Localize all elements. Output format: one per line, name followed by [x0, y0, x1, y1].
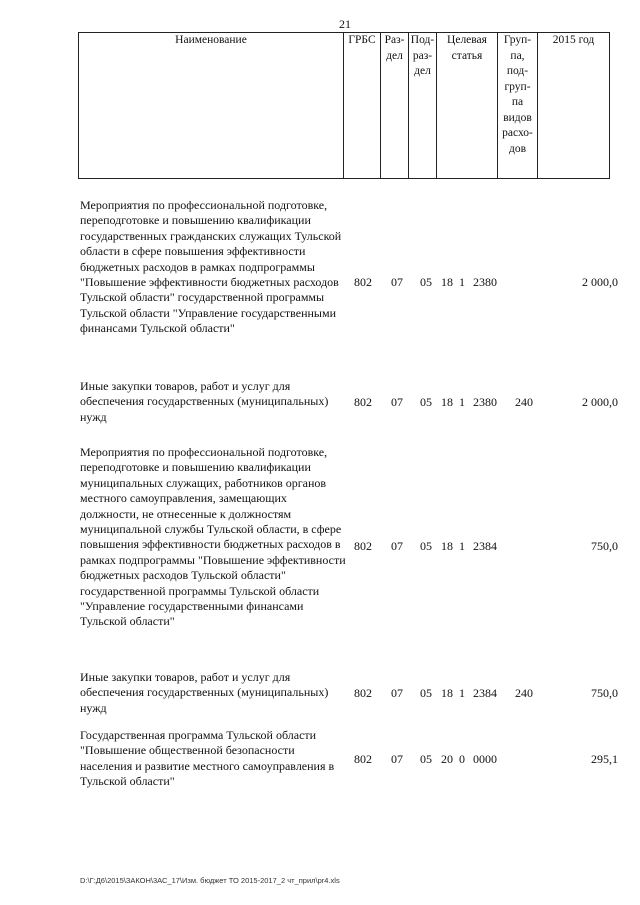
- row-podrazdel: 05: [420, 539, 432, 553]
- row-target-code: 2380: [473, 395, 497, 409]
- row-grbs: 802: [354, 539, 372, 553]
- row-name: Государственная программа Тульской области "Повышение общественной безопасности населения и развитие местного самоуправления в Тульской области": [80, 728, 335, 789]
- row-podrazdel: 05: [420, 395, 432, 409]
- row-name: Иные закупки товаров, работ и услуг для обеспечения государственных (муниципальных) нужд: [80, 670, 329, 715]
- row-razdel: 07: [391, 752, 403, 766]
- row-sum: 2 000,0: [582, 275, 618, 289]
- header-target: Целевая статья: [437, 33, 498, 179]
- header-grbs: ГРБС: [344, 33, 381, 179]
- row-group: 240: [515, 395, 533, 409]
- row-sum: 2 000,0: [582, 395, 618, 409]
- row-target-subprogram: 1: [459, 539, 465, 553]
- row-podrazdel: 05: [420, 275, 432, 289]
- row-target-code: 0000: [473, 752, 497, 766]
- row-target-code: 2384: [473, 686, 497, 700]
- row-grbs: 802: [354, 686, 372, 700]
- row-grbs: 802: [354, 752, 372, 766]
- header-group: Груп- па, под- груп- па видов расхо- дов: [498, 33, 538, 179]
- row-target-program: 18: [441, 395, 453, 409]
- row-grbs: 802: [354, 395, 372, 409]
- row-sum: 750,0: [591, 686, 618, 700]
- row-group: 240: [515, 686, 533, 700]
- row-podrazdel: 05: [420, 686, 432, 700]
- row-target-code: 2380: [473, 275, 497, 289]
- row-razdel: 07: [391, 686, 403, 700]
- row-target-program: 20: [441, 752, 453, 766]
- row-sum: 295,1: [591, 752, 618, 766]
- header-razdel: Раз- дел: [381, 33, 409, 179]
- row-razdel: 07: [391, 275, 403, 289]
- row-sum: 750,0: [591, 539, 618, 553]
- row-name: Иные закупки товаров, работ и услуг для обеспечения государственных (муниципальных) нужд: [80, 379, 329, 424]
- row-razdel: 07: [391, 539, 403, 553]
- row-grbs: 802: [354, 275, 372, 289]
- row-target-subprogram: 0: [459, 752, 465, 766]
- row-target-program: 18: [441, 539, 453, 553]
- row-podrazdel: 05: [420, 752, 432, 766]
- row-target-program: 18: [441, 686, 453, 700]
- page-number: 21: [339, 17, 351, 31]
- row-name: Мероприятия по профессиональной подготовке, переподготовке и повышению квалификации муниципальных служащих, работников органов местного самоуправления, замещающих должности, не отнесенные к должностям муниципальной службы Тульской области, в сфере повышения эффективности бюджетных расходов в рамках подпрограммы "Повышение эффективности бюджетных расходов Тульской области" государственной программы Тульской области "Управление государственными финансами Тульской области": [80, 445, 346, 629]
- header-name: Наименование: [79, 33, 344, 179]
- table-header: [78, 32, 610, 179]
- row-target-code: 2384: [473, 539, 497, 553]
- row-target-subprogram: 1: [459, 275, 465, 289]
- header-podrazdel: Под- раз- дел: [409, 33, 437, 179]
- row-target-subprogram: 1: [459, 686, 465, 700]
- header-year: 2015 год: [538, 33, 610, 179]
- row-target-subprogram: 1: [459, 395, 465, 409]
- row-name: Мероприятия по профессиональной подготовке, переподготовке и повышению квалификации государственных гражданских служащих Тульской области в сфере повышения эффективности бюджетных расходов в рамках подпрограммы "Повышение эффективности бюджетных расходов Тульской области" государственной программы Тульской области "Управление государственными финансами Тульской области": [80, 198, 342, 336]
- row-target-program: 18: [441, 275, 453, 289]
- row-razdel: 07: [391, 395, 403, 409]
- file-path-footer: D:\Г:Д6\2015\ЗАКОН\3АС_17\Изм. бюджет ТО 2015-2017_2 чт_прил\pr4.xls: [80, 876, 340, 885]
